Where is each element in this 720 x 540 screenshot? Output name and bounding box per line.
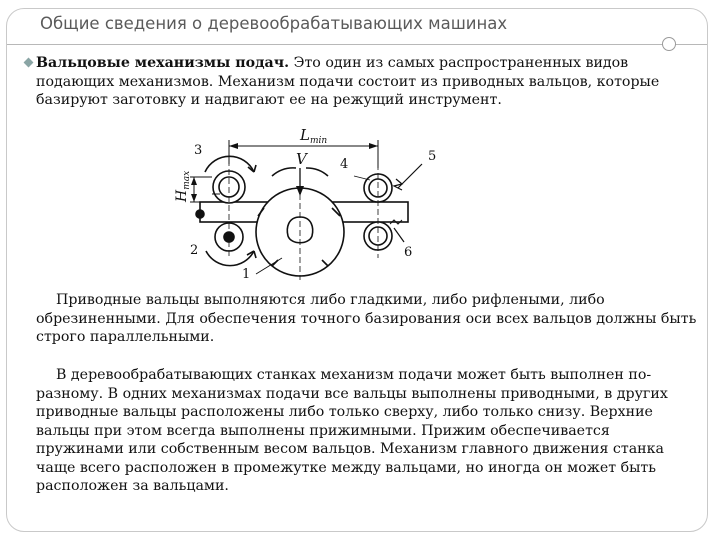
label-5: 5 — [428, 149, 437, 164]
title-ornament-circle — [662, 37, 676, 51]
label-6: 6 — [404, 245, 413, 260]
paragraph-rollers: Приводные вальцы выполняются либо гладкими, либо рифлеными, либо обрезиненными. Для обеспечения точного базирования оси всех вальцов должны быть строго параллельными. — [36, 292, 697, 345]
label-v: V — [296, 150, 307, 168]
label-4: 4 — [340, 157, 349, 172]
label-2: 2 — [190, 243, 199, 258]
slide-title: Общие сведения о деревообрабатывающих машинах — [40, 14, 508, 33]
title-divider — [7, 44, 707, 45]
label-3: 3 — [194, 143, 203, 158]
intro-text: Это один из самых распространенных видов подающих механизмов. Механизм подачи состоит из приводных вальцов, которые базируют заготовку и надвигают ее на режущий инструмент. — [36, 55, 660, 108]
paragraph-feed-mechanism: В деревообрабатывающих станках механизм подачи может быть выполнен по-разному. В одних механизмах подачи все вальцы выполнены приводными, в других приводные вальцы расположены либо только сверху, либо только снизу. Верхние вальцы при этом всегда выполнены прижимными. Прижим обеспечивается пружинами или собственным весом вальцов. Механизм главного движения станка чаще всего расположен в промежутке между вальцами, но иногда он может быть расположен за вальцами. — [36, 367, 668, 494]
intro-lead: Вальцовые механизмы подач. — [36, 55, 290, 71]
label-1: 1 — [242, 267, 251, 282]
label-h-max: $H_{max}$ — [174, 170, 192, 202]
roller-lower-left-rotation-arrow — [206, 251, 254, 266]
label-l-min: $L_{min}$ — [300, 126, 328, 146]
intro-paragraph — [36, 54, 696, 110]
feed-roller-diagram — [172, 124, 472, 284]
